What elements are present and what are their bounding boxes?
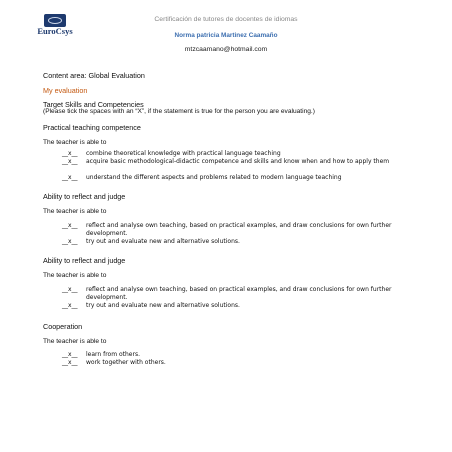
list-item-text: reflect and analyse own teaching, based on practical examples, and draw conclusions for own further development. (86, 286, 392, 301)
target-skills-heading: Target Skills and Competencies (43, 100, 144, 109)
content-area-heading: Content area: Global Evaluation (43, 71, 145, 80)
instructions-text: (Please tick the spaces with an “X”, if the statement is true for the person you are evaluating.) (43, 108, 315, 115)
tick-mark: __x__ (62, 222, 78, 229)
tick-mark: __x__ (62, 150, 78, 157)
section-intro: The teacher is able to (43, 208, 107, 215)
tick-mark: __x__ (62, 158, 78, 165)
list-item-text: try out and evaluate new and alternative solutions. (86, 238, 240, 245)
header-email: mtzcaamano@hotmail.com (184, 46, 268, 53)
tick-mark: __x__ (62, 286, 78, 293)
section-intro: The teacher is able to (43, 338, 107, 345)
section-heading: Ability to reflect and judge (43, 256, 126, 265)
section-intro: The teacher is able to (43, 272, 107, 279)
tick-mark: __x__ (62, 302, 78, 309)
tick-mark: __x__ (62, 359, 78, 366)
list-item-text: learn from others. (86, 351, 140, 358)
list-item-text: try out and evaluate new and alternative solutions. (86, 302, 240, 309)
header-author-name: Norma patricia Martinez Caamaño (174, 32, 278, 39)
my-evaluation-heading: My evaluation (43, 86, 88, 95)
list-item-text: work together with others. (86, 359, 166, 366)
section-heading: Practical teaching competence (43, 123, 141, 132)
list-item-text: combine theoretical knowledge with practical language teaching (86, 150, 281, 157)
tick-mark: __x__ (62, 174, 78, 181)
logo-text: EuroCsys (37, 26, 73, 36)
tick-mark: __x__ (62, 238, 78, 245)
section-intro: The teacher is able to (43, 139, 107, 146)
header-title: Certificación de tutores de docentes de idiomas (154, 16, 298, 23)
tick-mark: __x__ (62, 351, 78, 358)
list-item-text: understand the different aspects and problems related to modern language teaching (86, 174, 342, 181)
section-heading: Ability to reflect and judge (43, 192, 126, 201)
list-item-text: reflect and analyse own teaching, based on practical examples, and draw conclusions for own further development. (86, 222, 392, 237)
section-heading: Cooperation (43, 322, 83, 331)
list-item-text: acquire basic methodological-didactic competence and skills and know when and how to apply them (86, 158, 390, 165)
